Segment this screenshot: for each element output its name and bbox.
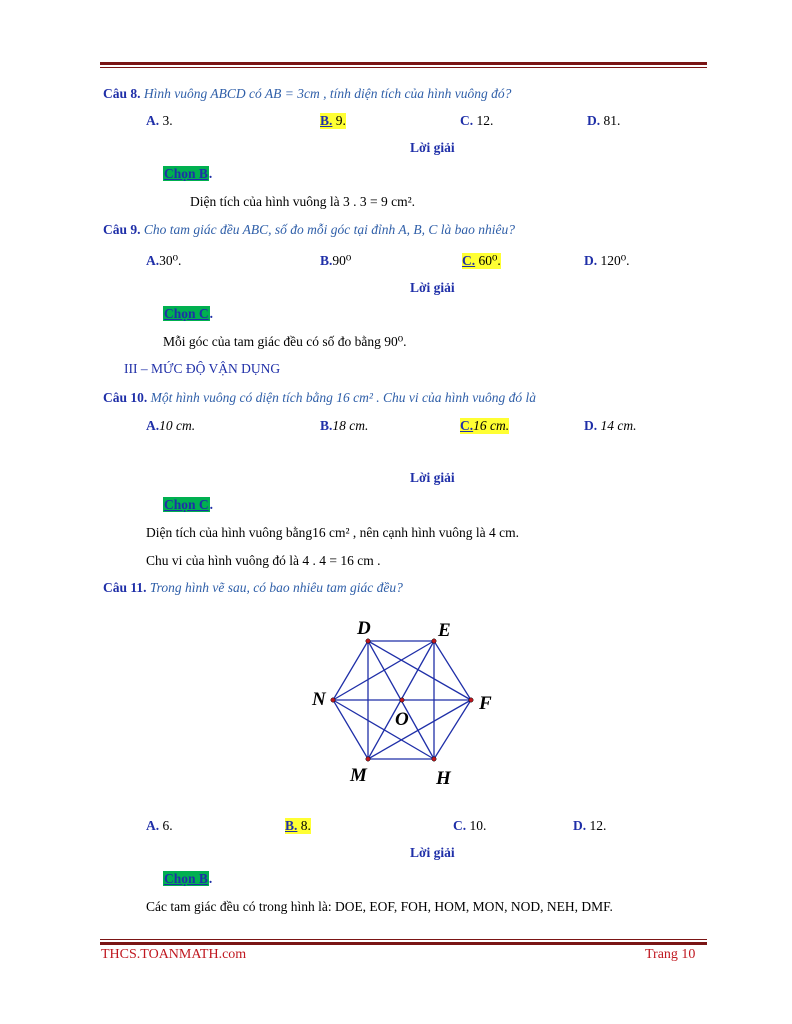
option-value: 18 cm. — [332, 418, 369, 433]
question-text: Cho tam giác đều ABC, số đo mỗi góc tại đỉnh A, B, C là bao nhiêu? — [143, 222, 516, 237]
point-D — [366, 639, 370, 643]
solution-explain: Các tam giác đều có trong hình là: DOE, EOF, FOH, HOM, MON, NOD, NEH, DMF. — [146, 899, 613, 914]
question-text: Hình vuông ABCD có AB = 3cm , tính diện tích của hình vuông đó? — [143, 86, 512, 101]
point-H — [432, 757, 436, 761]
option-letter: B. — [320, 418, 333, 433]
option-letter: A. — [146, 113, 160, 128]
solution-title: Lời giải — [410, 140, 455, 155]
option-d — [573, 818, 606, 834]
question-11 — [103, 580, 403, 596]
option-b-correct — [285, 818, 311, 834]
option-d — [584, 418, 637, 434]
option-b-correct — [320, 113, 346, 129]
option-c-correct — [462, 253, 501, 269]
option-letter: B. — [320, 253, 333, 268]
option-c — [453, 818, 486, 834]
option-value: 16 cm. — [473, 418, 510, 433]
option-d — [584, 253, 630, 269]
point-F — [469, 698, 473, 702]
option-c — [460, 113, 493, 129]
solution-explain-2: Chu vi của hình vuông đó là 4 . 4 = 16 cm . — [146, 553, 381, 568]
option-letter: A. — [146, 418, 160, 433]
option-a — [146, 418, 195, 434]
label-D: D — [357, 618, 371, 639]
option-letter: B. — [285, 818, 298, 833]
choose-answer: Chọn B. — [164, 166, 213, 181]
question-text: Một hình vuông có diện tích bằng 16 cm² . Chu vi của hình vuông đó là — [150, 390, 537, 405]
option-value: 60⁰. — [478, 253, 501, 268]
option-value: 14 cm. — [600, 418, 637, 433]
option-letter: B. — [320, 113, 333, 128]
solution-title: Lời giải — [410, 280, 455, 295]
question-label: Câu 9. — [103, 222, 141, 237]
option-letter: C. — [462, 253, 476, 268]
solution-explain: Diện tích của hình vuông là 3 . 3 = 9 cm². — [190, 194, 415, 209]
label-H: H — [436, 768, 451, 789]
option-b — [320, 418, 368, 434]
choose-answer: Chọn C. — [164, 306, 214, 321]
point-E — [432, 639, 436, 643]
label-M: M — [350, 765, 367, 786]
point-M — [366, 757, 370, 761]
option-value: 3. — [162, 113, 173, 128]
option-letter: C. — [453, 818, 467, 833]
option-value: 6. — [162, 818, 173, 833]
option-b — [320, 253, 351, 269]
label-E: E — [438, 620, 451, 641]
option-c-correct — [460, 418, 509, 434]
question-label: Câu 11. — [103, 580, 147, 595]
option-letter: D. — [584, 253, 598, 268]
solution-title: Lời giải — [410, 470, 455, 485]
choose-label: Chọn B — [164, 166, 208, 181]
choose-label: Chọn C — [164, 497, 209, 512]
point-N — [331, 698, 335, 702]
question-10 — [103, 390, 536, 406]
section-title: III – MỨC ĐỘ VẬN DỤNG — [124, 361, 281, 376]
option-value: 8. — [300, 818, 311, 833]
label-N: N — [312, 689, 326, 710]
option-letter: C. — [460, 113, 474, 128]
question-label: Câu 8. — [103, 86, 141, 101]
option-letter: A. — [146, 253, 160, 268]
label-O: O — [395, 709, 409, 730]
option-value: 9. — [335, 113, 346, 128]
footer-page-number: Trang 10 — [645, 947, 696, 962]
choose-label: Chọn C — [164, 306, 209, 321]
option-value: 10 cm. — [159, 418, 196, 433]
header-rule — [100, 62, 707, 68]
hexagon-figure — [300, 610, 510, 795]
option-letter: D. — [584, 418, 598, 433]
label-F: F — [479, 693, 492, 714]
solution-explain-1: Diện tích của hình vuông bằng16 cm² , nên cạnh hình vuông là 4 cm. — [146, 525, 519, 540]
solution-explain: Mỗi góc của tam giác đều có số đo bằng 90⁰. — [163, 334, 407, 349]
option-letter: C. — [460, 418, 474, 433]
option-value: 81. — [603, 113, 621, 128]
option-value: 90⁰ — [332, 253, 352, 268]
option-value: 10. — [469, 818, 487, 833]
option-a — [146, 818, 173, 834]
question-9 — [103, 222, 515, 238]
option-letter: A. — [146, 818, 160, 833]
option-value: 12. — [476, 113, 494, 128]
question-label: Câu 10. — [103, 390, 148, 405]
choose-answer: Chọn B. — [164, 871, 213, 886]
choose-answer: Chọn C. — [164, 497, 214, 512]
option-value: 12. — [589, 818, 607, 833]
option-a — [146, 113, 173, 129]
point-O — [400, 698, 404, 702]
footer-rule — [100, 939, 707, 945]
option-value: 120⁰. — [600, 253, 630, 268]
option-value: 30⁰. — [159, 253, 182, 268]
option-a — [146, 253, 181, 269]
option-letter: D. — [587, 113, 601, 128]
choose-label: Chọn B — [164, 871, 208, 886]
solution-title: Lời giải — [410, 845, 455, 860]
option-d — [587, 113, 620, 129]
footer-site[interactable]: THCS.TOANMATH.com — [101, 947, 247, 962]
question-text: Trong hình vẽ sau, có bao nhiêu tam giác đều? — [149, 580, 403, 595]
option-letter: D. — [573, 818, 587, 833]
question-8 — [103, 86, 511, 102]
